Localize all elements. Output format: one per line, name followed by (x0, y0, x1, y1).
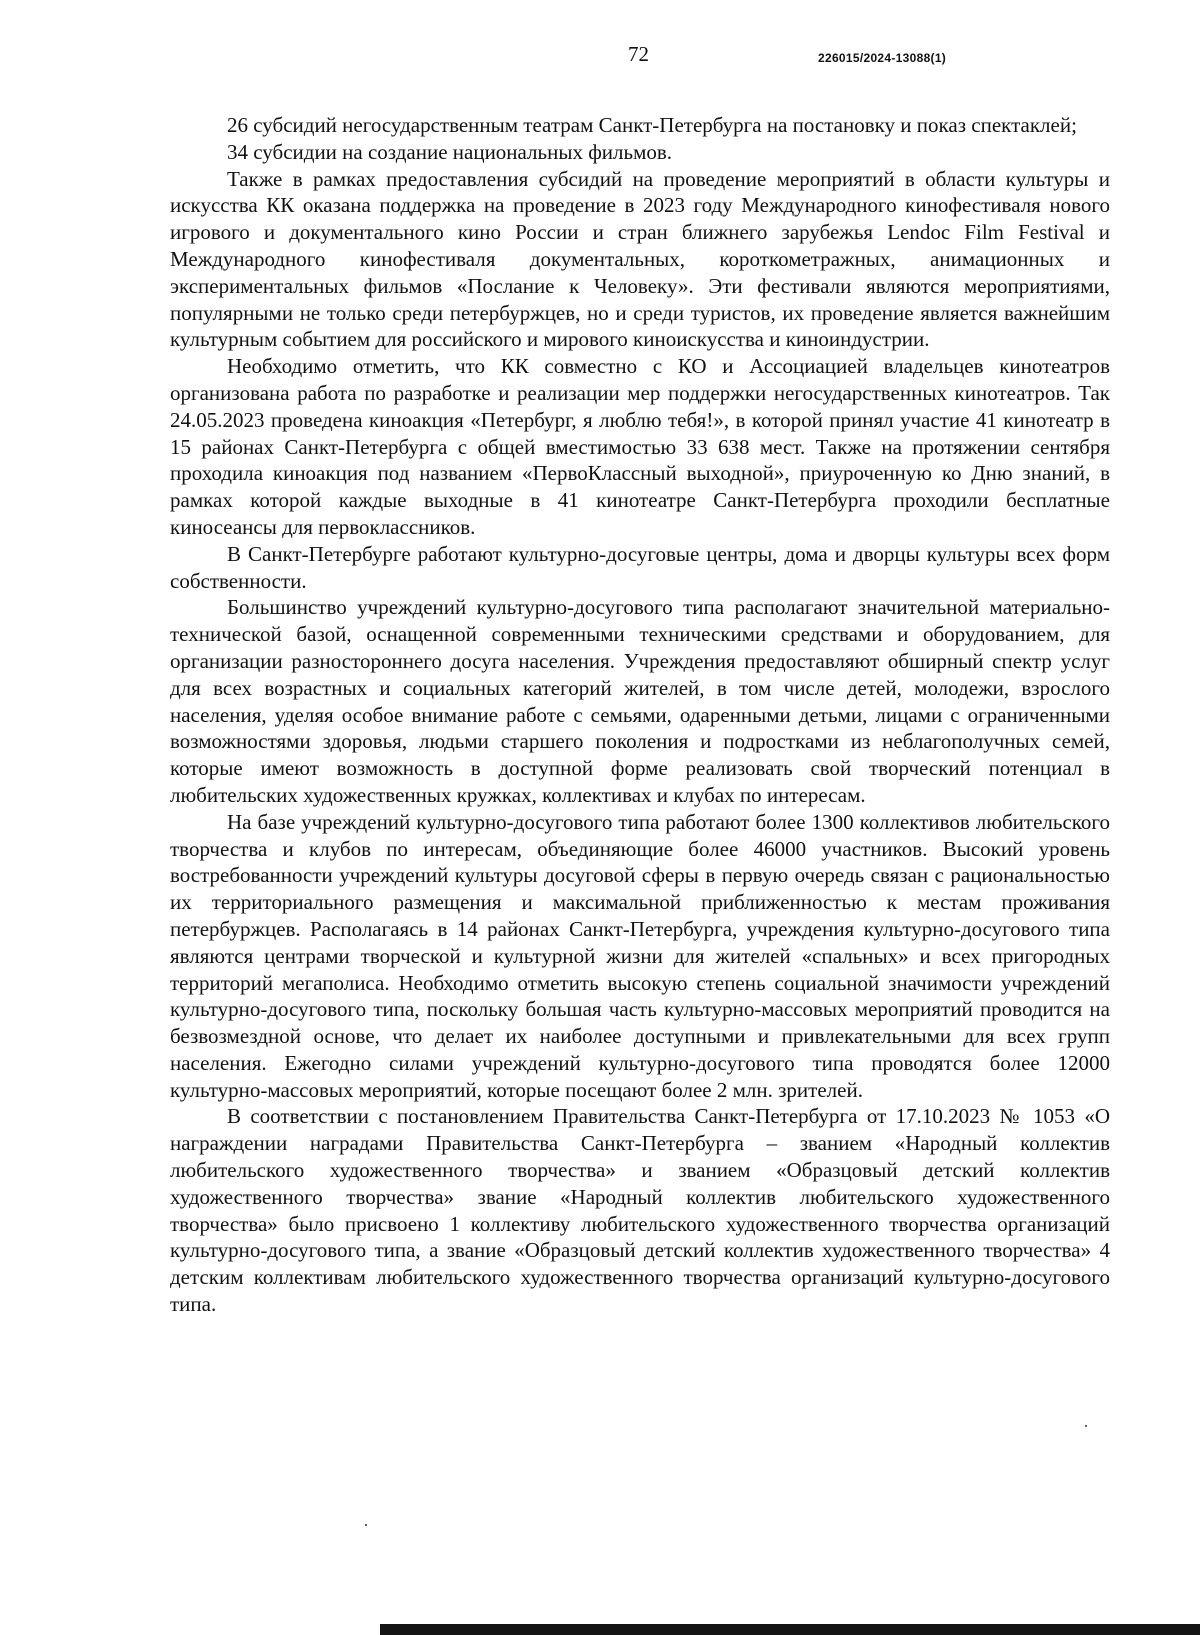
scan-edge-artifact (380, 1624, 1200, 1635)
paragraph-government-awards: В соответствии с постановлением Правительства Санкт-Петербурга от 17.10.2023 № 1053 «О награждении наградами Правительства Санкт-Петербурга – званием «Народный коллектив любительского художественного творчества» и званием «Образцовый детский коллектив художественного творчества» звание «Народный коллектив любительского художественного творчества» было присвоено 1 коллективу любительского художественного творчества организаций культурно-досугового типа, а звание «Образцовый детский коллектив художественного творчества» 4 детским коллективам любительского художественного творчества организаций культурно-досугового типа. (170, 1104, 1110, 1317)
scan-artifact-dot (365, 1524, 367, 1526)
paragraph-cinema-support: Необходимо отметить, что КК совместно с КО и Ассоциацией владельцев кинотеатров организована работа по разработке и реализации мер поддержки негосударственных кинотеатров. Так 24.05.2023 проведена киноакция «Петербург, я люблю тебя!», в которой принял участие 41 кинотеатр в 15 районах Санкт-Петербурга с общей вместимостью 33 638 мест. Также на протяжении сентября проходила киноакция под названием «ПервоКлассный выходной», приуроченную ко Дню знаний, в рамках которой каждые выходные в 41 кинотеатре Санкт-Петербурга проходили бесплатные киносеансы для первоклассников. (170, 354, 1110, 539)
document-id: 226015/2024-13088(1) (818, 51, 947, 65)
paragraph-amateur-collectives: На базе учреждений культурно-досугового типа работают более 1300 коллективов любительского творчества и клубов по интересам, объединяющие более 46000 участников. Высокий уровень востребованности учреждений культуры досуговой сферы в первую очередь связан с рациональностью их территориального размещения и максимальной приближенностью к местам проживания петербуржцев. Располагаясь в 14 районах Санкт-Петербурга, учреждения культурно-досугового типа являются центрами творческой и культурной жизни для жителей «спальных» и всех пригородных территорий мегаполиса. Необходимо отметить высокую степень социальной значимости учреждений культурно-досугового типа, поскольку большая часть культурно-массовых мероприятий проводится на безвозмездной основе, что делает их наиболее доступными и привлекательными для всех групп населения. Ежегодно силами учреждений культурно-досугового типа проводятся более 12000 культурно-массовых мероприятий, которые посещают более 2 млн. зрителей. (170, 809, 1110, 1102)
document-body (170, 112, 1110, 1318)
paragraph-film-festivals: Также в рамках предоставления субсидий на проведение мероприятий в области культуры и искусства КК оказана поддержка на проведение в 2023 году Международного кинофестиваля нового игрового и документального кино России и стран ближнего зарубежья Lendoc Film Festival и Международного кинофестиваля документальных, короткометражных, анимационных и экспериментальных фильмов «Послание к Человеку». Эти фестивали являются мероприятиями, популярными не только среди петербуржцев, но и среди туристов, их проведение является важнейшим культурным событием для российского и мирового киноискусства и киноиндустрии. (170, 166, 1110, 352)
paragraph-culture-centers: В Санкт-Петербурге работают культурно-досуговые центры, дома и дворцы культуры всех форм собственности. (170, 541, 1110, 593)
paragraph-film-subsidies: 34 субсидии на создание национальных фильмов. (227, 139, 673, 164)
scan-artifact-dot (1085, 1425, 1087, 1427)
paragraph-theatre-subsidies: 26 субсидий негосударственным театрам Санкт-Петербурга на постановку и показ спектаклей; (227, 113, 1077, 137)
page-number: 72 (628, 42, 649, 66)
paragraph-leisure-institutions: Большинство учреждений культурно-досугового типа располагают значительной материально-технической базой, оснащенной современными техническими средствами и оборудованием, для организации разностороннего досуга населения. Учреждения предоставляют обширный спектр услуг для всех возрастных и социальных категорий жителей, в том числе детей, молодежи, взрослого населения, уделяя особое внимание работе с семьями, одаренными детьми, лицами с ограниченными возможностями здоровья, людьми старшего поколения и подростками из неблагополучных семей, которые имеют возможность в доступной форме реализовать свой творческий потенциал в любительских художественных кружках, коллективах и клубах по интересам. (170, 595, 1110, 807)
